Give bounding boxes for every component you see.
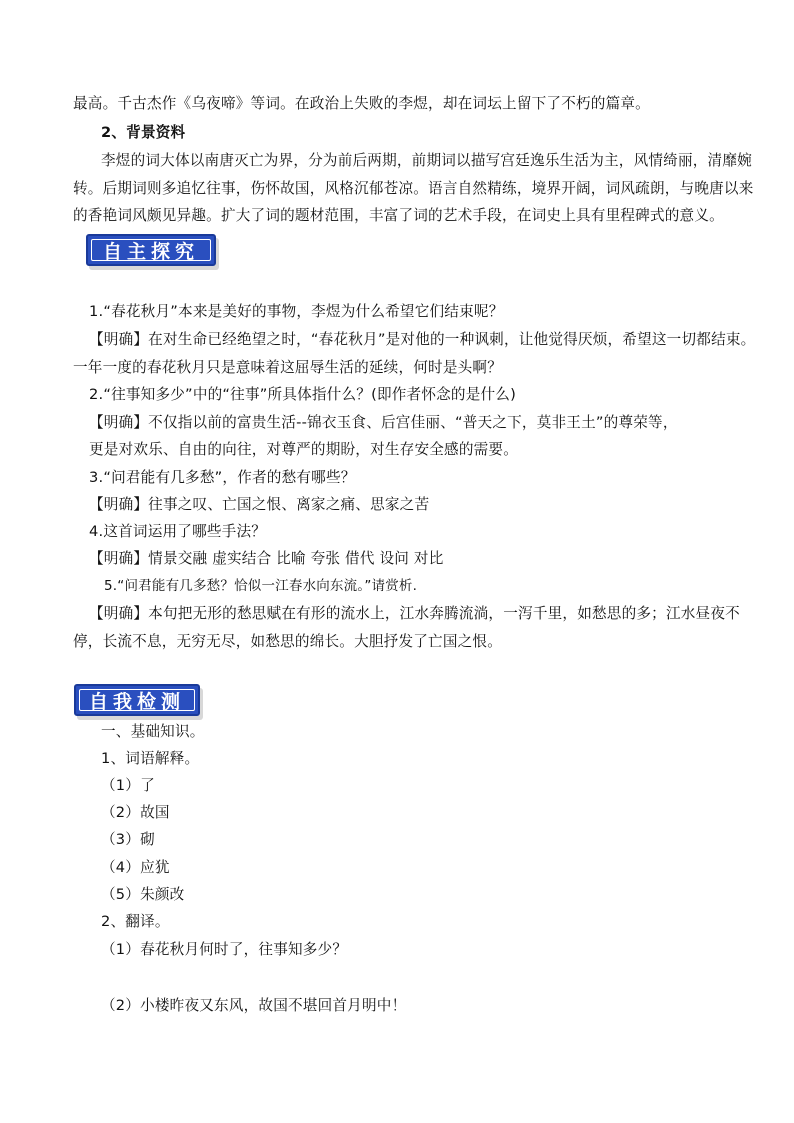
answer-line: 停，长流不息，无穷无尽，如愁思的绵长。大胆抒发了亡国之恨。	[73, 633, 503, 650]
translation-item: （2）小楼昨夜又东风，故国不堪回首月明中！	[101, 997, 407, 1014]
vocab-item: （1）了	[101, 777, 155, 794]
question-line: 1.“春花秋月”本来是美好的事物，李煜为什么希望它们结束呢？	[89, 303, 504, 320]
section-subheading: 一、基础知识。	[101, 723, 205, 740]
vocab-item: （3）砌	[101, 831, 155, 848]
paragraph-line: 的香艳词风颇见异趣。扩大了词的题材范围，丰富了词的艺术手段，在词史上具有里程碑式的意义。	[73, 207, 724, 224]
answer-line: 【明确】不仅指以前的富贵生活--锦衣玉食、后宫佳丽、“普天之下，莫非王土”的尊荣等，	[89, 414, 678, 431]
answer-line: 更是对欢乐、自由的向往，对尊严的期盼，对生存安全感的需要。	[89, 441, 519, 458]
paragraph-line: 李煜的词大体以南唐灭亡为界，分为前后两期，前期词以描写宫廷逸乐生活为主，风情绮丽，清靡婉	[101, 152, 752, 169]
section-subheading: 1、词语解释。	[101, 750, 200, 767]
answer-line: 【明确】往事之叹、亡国之恨、离家之痛、思家之苦	[89, 496, 430, 513]
vocab-item: （2）故国	[101, 804, 170, 821]
vocab-item: （5）朱颜改	[101, 886, 185, 903]
badge-label: 自我检测	[79, 689, 195, 711]
question-line: 2.“往事知多少”中的“往事”所具体指什么？(即作者怀念的是什么)	[89, 386, 516, 403]
section-subheading: 2、翻译。	[101, 913, 170, 930]
badge-label: 自主探究	[91, 239, 211, 261]
section-badge-zizhu	[86, 234, 216, 266]
section-badge-ziwo	[74, 684, 200, 716]
question-line: 4.这首词运用了哪些手法？	[89, 523, 267, 540]
answer-line: 一年一度的春花秋月只是意味着这屈辱生活的延续，何时是头啊？	[73, 359, 503, 376]
question-line: 3.“问君能有几多愁”，作者的愁有哪些？	[89, 469, 356, 486]
answer-line: 【明确】在对生命已经绝望之时，“春花秋月”是对他的一种讽刺，让他觉得厌烦，希望这一切都结束。	[89, 331, 756, 348]
answer-line: 【明确】本句把无形的愁思赋在有形的流水上，江水奔腾流淌，一泻千里，如愁思的多；江水昼夜不	[89, 605, 740, 622]
intro-line: 最高。千古杰作《乌夜啼》等词。在政治上失败的李煜，却在词坛上留下了不朽的篇章。	[73, 95, 650, 112]
answer-line: 【明确】情景交融 虚实结合 比喻 夸张 借代 设问 对比	[89, 550, 444, 567]
vocab-item: （4）应犹	[101, 859, 170, 876]
section-heading: 2、背景资料	[101, 124, 186, 141]
question-line: 5.“问君能有几多愁？恰似一江春水向东流。”请赏析.	[104, 578, 418, 594]
paragraph-line: 转。后期词则多追忆往事，伤怀故国，风格沉郁苍凉。语言自然精练，境界开阔，词风疏朗，与晚唐以来	[73, 180, 754, 197]
translation-item: （1）春花秋月何时了，往事知多少？	[101, 941, 348, 958]
